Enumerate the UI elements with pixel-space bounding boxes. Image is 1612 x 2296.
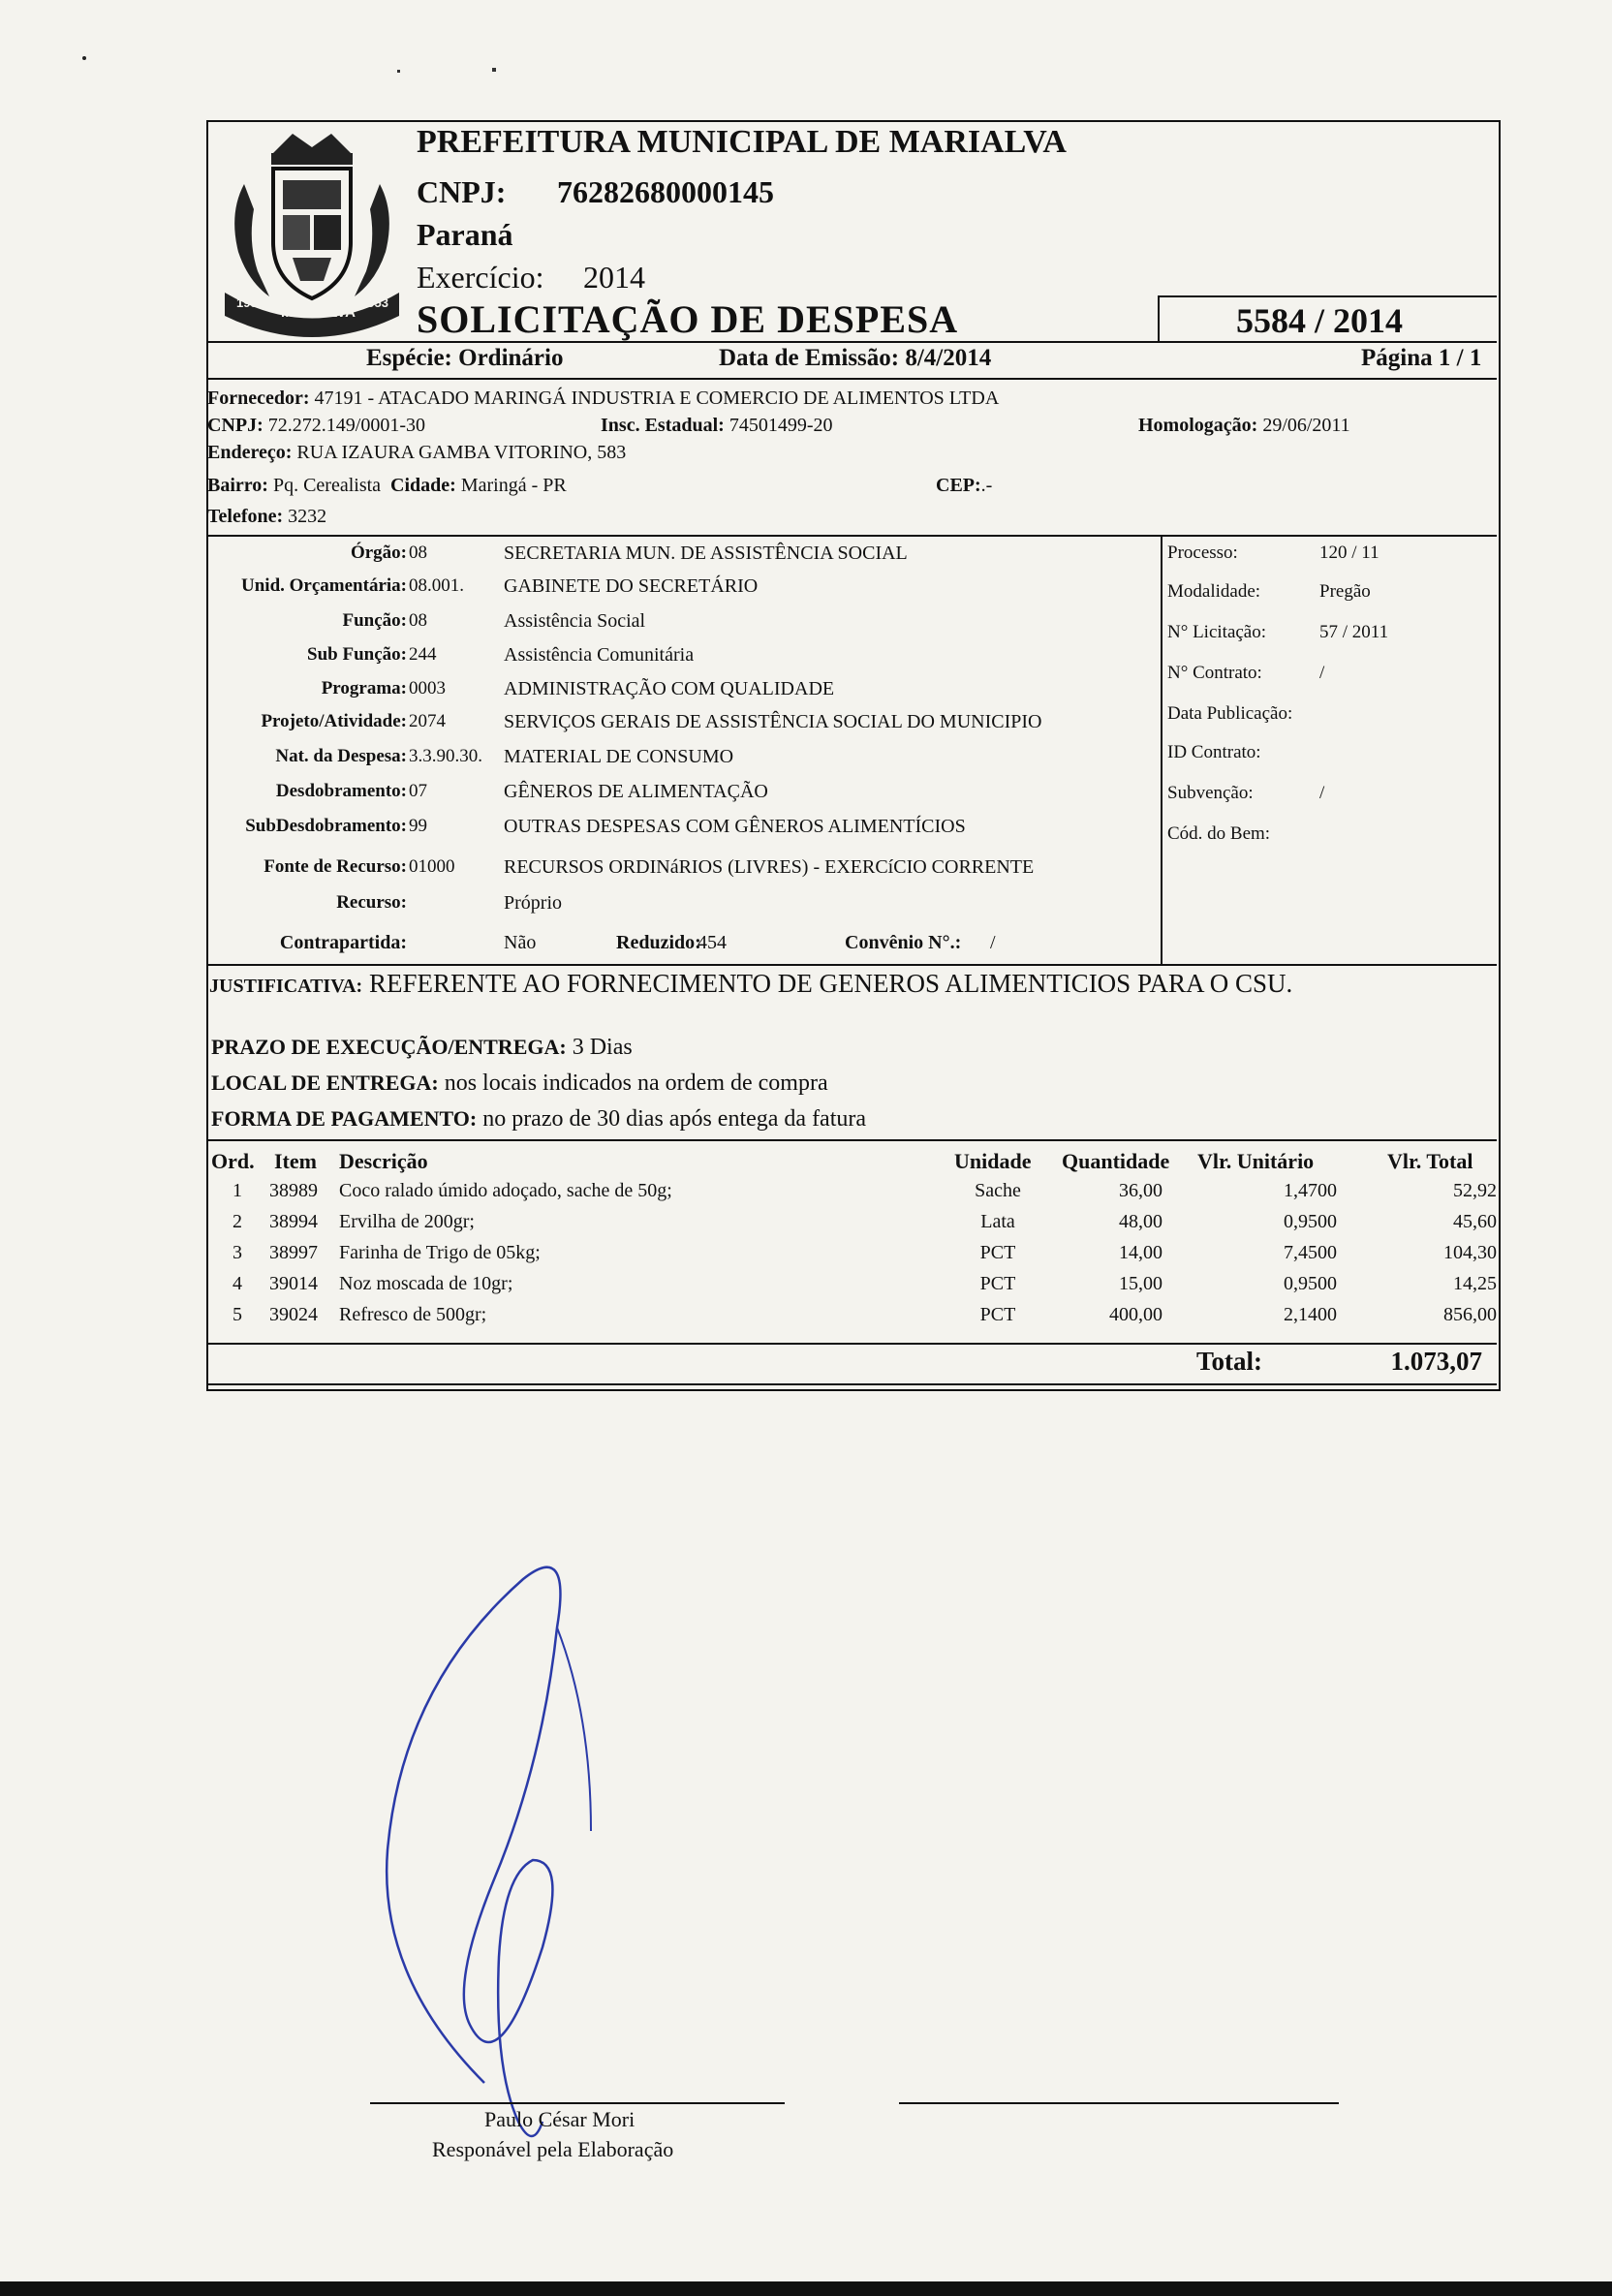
item-desc: Ervilha de 200gr;	[339, 1211, 475, 1232]
item-total: 52,92	[1453, 1180, 1497, 1201]
processo-label: Cód. do Bem:	[1167, 823, 1271, 844]
rule	[1161, 535, 1162, 964]
processo-value: 120 / 11	[1319, 543, 1380, 563]
document-title: SOLICITAÇÃO DE DESPESA	[417, 297, 959, 341]
item-ord: 2	[232, 1211, 242, 1232]
signatory-role: Responável pela Elaboração	[432, 2137, 674, 2161]
classificacao-label: Recurso:	[336, 892, 407, 913]
total-label: Total:	[1196, 1347, 1263, 1376]
item-unit: 1,4700	[1284, 1180, 1337, 1201]
classificacao-desc: Próprio	[504, 892, 562, 914]
item-total: 856,00	[1443, 1304, 1497, 1325]
endereco-value: RUA IZAURA GAMBA VITORINO, 583	[296, 442, 627, 463]
seal-year-right: 1953	[360, 295, 388, 310]
scan-edge	[0, 2281, 1612, 2296]
bairro-line	[207, 475, 567, 497]
classificacao-desc: Assistência Comunitária	[504, 644, 695, 666]
especie: Espécie: Ordinário	[366, 345, 564, 371]
reduzido-value: 454	[698, 932, 727, 953]
classificacao-desc: OUTRAS DESPESAS COM GÊNEROS ALIMENTÍCIOS	[504, 816, 966, 837]
convenio-value: /	[990, 932, 996, 953]
processo-label: Processo:	[1167, 543, 1238, 563]
cep-line	[936, 475, 992, 497]
processo-label: ID Contrato:	[1167, 742, 1261, 762]
classificacao-code: 07	[409, 781, 427, 801]
cep-value: .-	[980, 475, 993, 496]
item-qtd: 15,00	[1119, 1273, 1162, 1294]
processo-label: Modalidade:	[1167, 581, 1261, 602]
local-label: LOCAL DE ENTREGA:	[211, 1070, 439, 1095]
forma-value: no prazo de 30 dias após entega da fatura	[482, 1106, 867, 1132]
bairro-label: Bairro:	[207, 475, 268, 496]
classificacao-label: Órgão:	[350, 543, 407, 563]
rule	[206, 535, 1497, 537]
signatory-name: Paulo César Mori	[484, 2107, 636, 2131]
classificacao-desc: ADMINISTRAÇÃO COM QUALIDADE	[504, 678, 835, 699]
item-code: 39014	[269, 1273, 318, 1294]
rule	[1158, 295, 1160, 342]
justificativa-label: JUSTIFICATIVA:	[209, 976, 363, 997]
item-code: 38989	[269, 1180, 318, 1201]
scan-speck	[397, 70, 400, 73]
item-unidade: PCT	[979, 1304, 1016, 1325]
classificacao-label: Nat. da Despesa:	[275, 746, 407, 766]
endereco-label: Endereço:	[207, 442, 293, 463]
item-qtd: 36,00	[1119, 1180, 1162, 1201]
document-number: 5584 / 2014	[1236, 301, 1404, 340]
processo-label: N° Licitação:	[1167, 622, 1267, 642]
item-total: 14,25	[1453, 1273, 1497, 1294]
rule	[206, 1139, 1497, 1141]
cidade-value: Maringá - PR	[460, 475, 567, 496]
item-unit: 7,4500	[1284, 1242, 1337, 1263]
classificacao-desc: GABINETE DO SECRETÁRIO	[504, 575, 759, 597]
org-name: PREFEITURA MUNICIPAL DE MARIALVA	[417, 124, 1067, 160]
seal-year-left: 1951	[236, 295, 264, 310]
justificativa-line	[209, 969, 1292, 999]
classificacao-code: 3.3.90.30.	[409, 746, 482, 766]
classificacao-label: Fonte de Recurso:	[264, 856, 407, 877]
item-unidade: Lata	[980, 1211, 1015, 1232]
item-ord: 5	[232, 1304, 242, 1325]
prazo-label: PRAZO DE EXECUÇÃO/ENTREGA:	[211, 1035, 567, 1059]
reduzido-label: Reduzido:	[616, 932, 701, 953]
forma-label: FORMA DE PAGAMENTO:	[211, 1106, 478, 1131]
bairro-value: Pq. Cerealista	[272, 475, 382, 496]
processo-value: Pregão	[1319, 581, 1371, 602]
item-desc: Refresco de 500gr;	[339, 1304, 487, 1325]
rule	[206, 1383, 1497, 1385]
item-qtd: 14,00	[1119, 1242, 1162, 1263]
classificacao-desc: MATERIAL DE CONSUMO	[504, 746, 734, 767]
processo-label: Data Publicação:	[1167, 703, 1293, 724]
classificacao-label: Desdobramento:	[275, 781, 407, 801]
convenio-label: Convênio N°.:	[845, 932, 962, 953]
cep-label: CEP:	[936, 475, 981, 496]
classificacao-desc: SERVIÇOS GERAIS DE ASSISTÊNCIA SOCIAL DO MUNICIPIO	[504, 711, 1042, 732]
state-name: Paraná	[417, 217, 513, 252]
insc-line	[601, 415, 832, 437]
item-code: 39024	[269, 1304, 318, 1325]
fornecedor-label: Fornecedor:	[207, 388, 310, 409]
cidade-label: Cidade:	[390, 475, 456, 496]
item-unit: 2,1400	[1284, 1304, 1337, 1325]
classificacao-code: 0003	[409, 678, 446, 698]
processo-value: /	[1319, 663, 1325, 683]
homologacao-line	[1138, 415, 1350, 437]
classificacao-code: 08	[409, 543, 427, 563]
insc-value: 74501499-20	[728, 415, 833, 436]
item-desc: Farinha de Trigo de 05kg;	[339, 1242, 541, 1263]
classificacao-code: 2074	[409, 711, 446, 731]
col-total-header: Vlr. Total	[1387, 1149, 1473, 1173]
homologacao-label: Homologação:	[1138, 415, 1258, 436]
fornecedor-value: 47191 - ATACADO MARINGÁ INDUSTRIA E COMERCIO DE ALIMENTOS LTDA	[314, 388, 1000, 409]
item-unit: 0,9500	[1284, 1211, 1337, 1232]
item-qtd: 400,00	[1109, 1304, 1162, 1325]
processo-label: N° Contrato:	[1167, 663, 1262, 683]
rule	[206, 964, 1497, 966]
item-total: 45,60	[1453, 1211, 1497, 1232]
col-qtd-header: Quantidade	[1062, 1149, 1170, 1173]
item-desc: Coco ralado úmido adoçado, sache de 50g;	[339, 1180, 672, 1201]
classificacao-code: 08	[409, 610, 427, 631]
handwritten-signature	[349, 1540, 736, 2160]
endereco-line	[207, 442, 626, 464]
signature-line	[899, 2102, 1339, 2104]
col-unidade-header: Unidade	[954, 1149, 1032, 1173]
item-total: 104,30	[1443, 1242, 1497, 1263]
classificacao-desc: RECURSOS ORDINáRIOS (LIVRES) - EXERCíCIO CORRENTE	[504, 856, 1035, 878]
processo-value: 57 / 2011	[1319, 622, 1389, 642]
telefone-value: 3232	[288, 506, 327, 527]
coat-of-arms-seal	[215, 126, 409, 339]
rule	[1158, 295, 1497, 297]
processo-value: /	[1319, 783, 1325, 803]
cnpj-label: CNPJ:	[417, 174, 507, 209]
insc-label: Insc. Estadual:	[601, 415, 725, 436]
exercicio-label: Exercício:	[417, 260, 544, 295]
item-desc: Noz moscada de 10gr;	[339, 1273, 513, 1294]
pagina: Página 1 / 1	[1361, 345, 1482, 371]
item-unit: 0,9500	[1284, 1273, 1337, 1294]
scan-speck	[492, 68, 496, 72]
item-unidade: Sache	[975, 1180, 1021, 1201]
item-unidade: PCT	[979, 1273, 1016, 1294]
classificacao-label: Programa:	[321, 678, 407, 698]
classificacao-label: Função:	[342, 610, 407, 631]
cnpj-line	[207, 415, 425, 437]
classificacao-desc: GÊNEROS DE ALIMENTAÇÃO	[504, 781, 768, 802]
classificacao-code: 01000	[409, 856, 455, 877]
item-ord: 4	[232, 1273, 242, 1294]
classificacao-label: Sub Função:	[307, 644, 407, 665]
item-qtd: 48,00	[1119, 1211, 1162, 1232]
col-ord-header: Ord.	[211, 1149, 255, 1173]
cnpj-value: 76282680000145	[557, 174, 774, 209]
classificacao-code: 244	[409, 644, 437, 665]
classificacao-code: 08.001.	[409, 575, 464, 596]
forma-line	[211, 1106, 866, 1132]
fornecedor-line	[207, 388, 999, 410]
classificacao-code: 99	[409, 816, 427, 836]
classificacao-label: Projeto/Atividade:	[261, 711, 407, 731]
classificacao-desc: SECRETARIA MUN. DE ASSISTÊNCIA SOCIAL	[504, 543, 908, 564]
signature-line	[370, 2102, 785, 2104]
prazo-value: 3 Dias	[572, 1035, 633, 1060]
item-ord: 1	[232, 1180, 242, 1201]
classificacao-label: Unid. Orçamentária:	[241, 575, 407, 596]
telefone-line	[207, 506, 326, 528]
col-item-header: Item	[274, 1149, 317, 1173]
item-code: 38994	[269, 1211, 318, 1232]
prazo-line	[211, 1035, 633, 1061]
rule	[206, 378, 1497, 380]
local-value: nos locais indicados na ordem de compra	[444, 1070, 828, 1096]
col-desc-header: Descrição	[339, 1149, 428, 1173]
item-code: 38997	[269, 1242, 318, 1263]
total-value: 1.073,07	[1390, 1347, 1482, 1376]
item-unidade: PCT	[979, 1242, 1016, 1263]
seal-text: MARIALVA	[281, 304, 356, 321]
classificacao-label: SubDesdobramento:	[245, 816, 407, 836]
homologacao-value: 29/06/2011	[1262, 415, 1350, 436]
classificacao-desc: Assistência Social	[504, 610, 646, 632]
rule	[206, 1343, 1497, 1345]
data-emissao: Data de Emissão: 8/4/2014	[719, 345, 992, 371]
exercicio-value: 2014	[583, 260, 645, 295]
col-unit-header: Vlr. Unitário	[1197, 1149, 1315, 1173]
fornecedor-cnpj-value: 72.272.149/0001-30	[267, 415, 425, 436]
item-ord: 3	[232, 1242, 242, 1263]
processo-label: Subvenção:	[1167, 783, 1254, 803]
telefone-label: Telefone:	[207, 506, 284, 527]
contrapartida-value: Não	[504, 932, 537, 953]
local-line	[211, 1070, 828, 1097]
fornecedor-cnpj-label: CNPJ:	[207, 415, 264, 436]
scan-speck	[82, 56, 86, 60]
contrapartida-label: Contrapartida:	[279, 932, 407, 953]
justificativa-text: REFERENTE AO FORNECIMENTO DE GENEROS ALIMENTICIOS PARA O CSU.	[368, 969, 1293, 998]
